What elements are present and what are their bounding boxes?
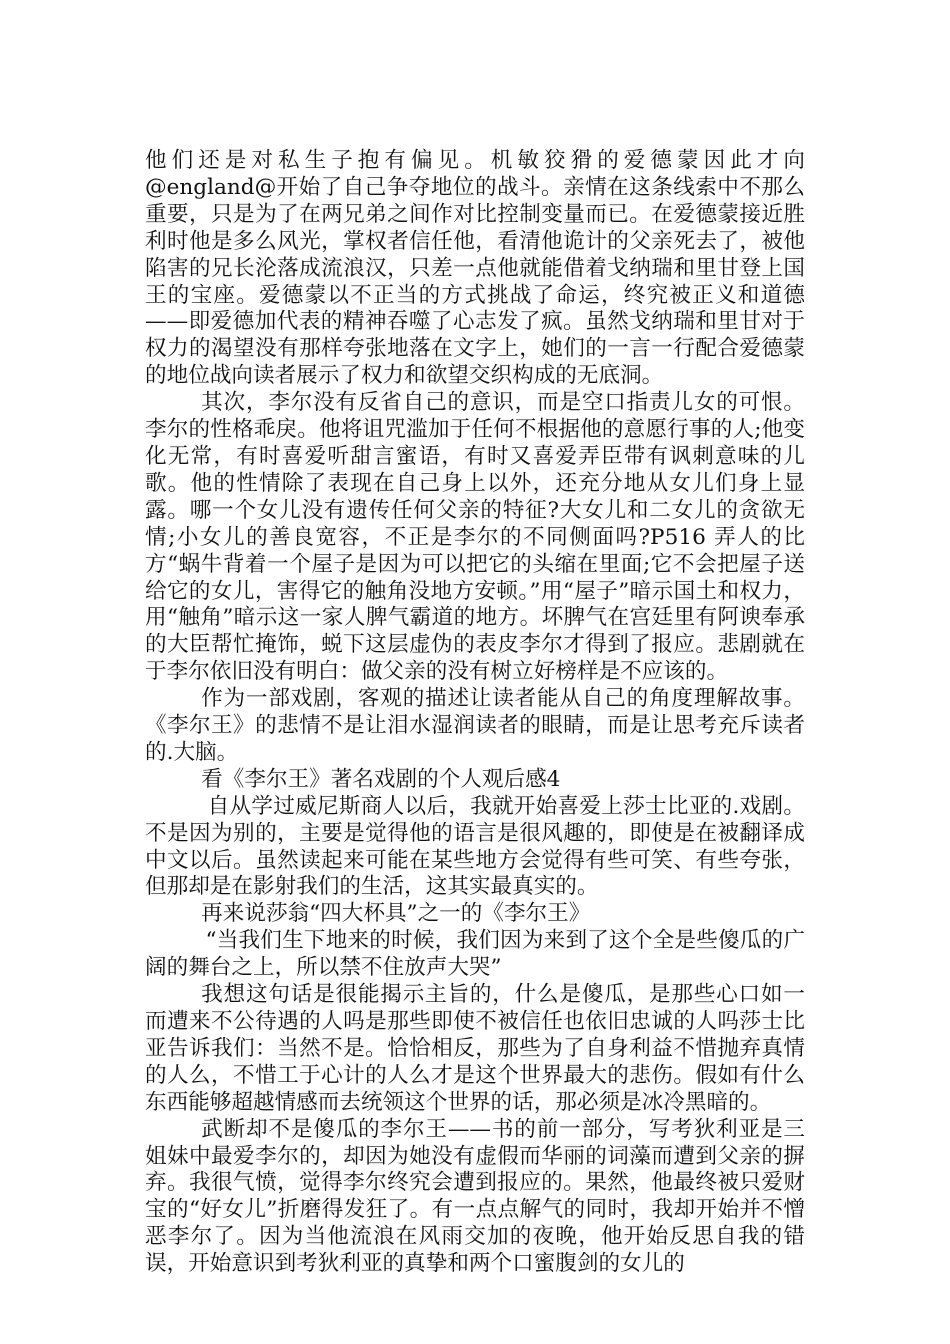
paragraph-3: 作为一部戏剧，客观的描述让读者能从自己的角度理解故事。《李尔王》的悲情不是让泪水湿润读者的眼睛，而是让思考充斥读者的.大脑。	[145, 686, 805, 765]
section-heading: 看《李尔王》著名戏剧的个人观后感4	[201, 766, 561, 792]
paragraph-5: 再来说莎翁“四大杯具”之一的《李尔王》	[201, 901, 591, 927]
document-page	[145, 148, 805, 1278]
paragraph-1: 他们还是对私生子抱有偏见。机敏狡猾的爱德蒙因此才向@england@开始了自己争夺地位的战斗。亲情在这条线索中不那么重要，只是为了在两兄弟之间作对比控制变量而已。在爱德蒙接近胜利时他是多么风光，掌权者信任他，看清他诡计的父亲死去了，被他陷害的兄长沦落成流浪汉，只差一点他就能借着戈纳瑞和里甘登上国王的宝座。爱德蒙以不正当的方式挑战了命运，终究被正义和道德——即爱德加代表的精神吞噬了心志发了疯。虽然戈纳瑞和里甘对于权力的渴望没有那样夸张地落在文字上，她们的一言一行配合爱德蒙的地位战向读者展示了权力和欲望交织构成的无底洞。	[145, 148, 805, 389]
quote-paragraph: “当我们生下地来的时候，我们因为来到了这个全是些傻瓜的广阔的舞台之上，所以禁不住放声大哭”	[145, 928, 805, 981]
paragraph-2: 其次，李尔没有反省自己的意识，而是空口指责儿女的可恨。李尔的性格乖戾。他将诅咒滥加于任何不根据他的意愿行事的人;他变化无常，有时喜爱听甜言蜜语，有时又喜爱弄臣带有讽刺意味的儿歌。他的性情除了表现在自己身上以外，还充分地从女儿们身上显露。哪一个女儿没有遗传任何父亲的特征?大女儿和二女儿的贪欲无情;小女儿的善良宽容，不正是李尔的不同侧面吗?P516 弄人的比方“蜗牛背着一个屋子是因为可以把它的头缩在里面;它不会把屋子送给它的女儿，害得它的触角没地方安顿。”用“屋子”暗示国土和权力，用“触角”暗示这一家人脾气霸道的地方。坏脾气在宫廷里有阿谀奉承的大臣帮忙掩饰，蜕下这层虚伪的表皮李尔才得到了报应。悲剧就在于李尔依旧没有明白：做父亲的没有树立好榜样是不应该的。	[145, 390, 805, 685]
paragraph-4: 自从学过威尼斯商人以后，我就开始喜爱上莎士比亚的.戏剧。不是因为别的，主要是觉得他的语言是很风趣的，即使是在被翻译成中文以后。虽然读起来可能在某些地方会觉得有些可笑、有些夸张，但那却是在影射我们的生活，这其实最真实的。	[145, 793, 805, 900]
paragraph-7: 武断却不是傻瓜的李尔王——书的前一部分，写考狄利亚是三姐妹中最爱李尔的，却因为她没有虚假而华丽的词藻而遭到父亲的摒弃。我很气愤，觉得李尔终究会遭到报应的。果然，他最终被只爱财宝的“好女儿”折磨得发狂了。有一点点解气的同时，我却开始并不憎恶李尔了。因为当他流浪在风雨交加的夜晚，他开始反思自我的错误，开始意识到考狄利亚的真挚和两个口蜜腹剑的女儿的	[145, 1116, 805, 1277]
paragraph-6: 我想这句话是很能揭示主旨的，什么是傻瓜，是那些心口如一而遭来不公待遇的人吗是那些即使不被信任也依旧忠诚的人吗莎士比亚告诉我们：当然不是。恰恰相反，那些为了自身利益不惜抛弃真情的人么，不惜工于心计的人么才是这个世界最大的悲伤。假如有什么东西能够超越情感而去统领这个世界的话，那必须是冰冷黑暗的。	[145, 982, 805, 1115]
